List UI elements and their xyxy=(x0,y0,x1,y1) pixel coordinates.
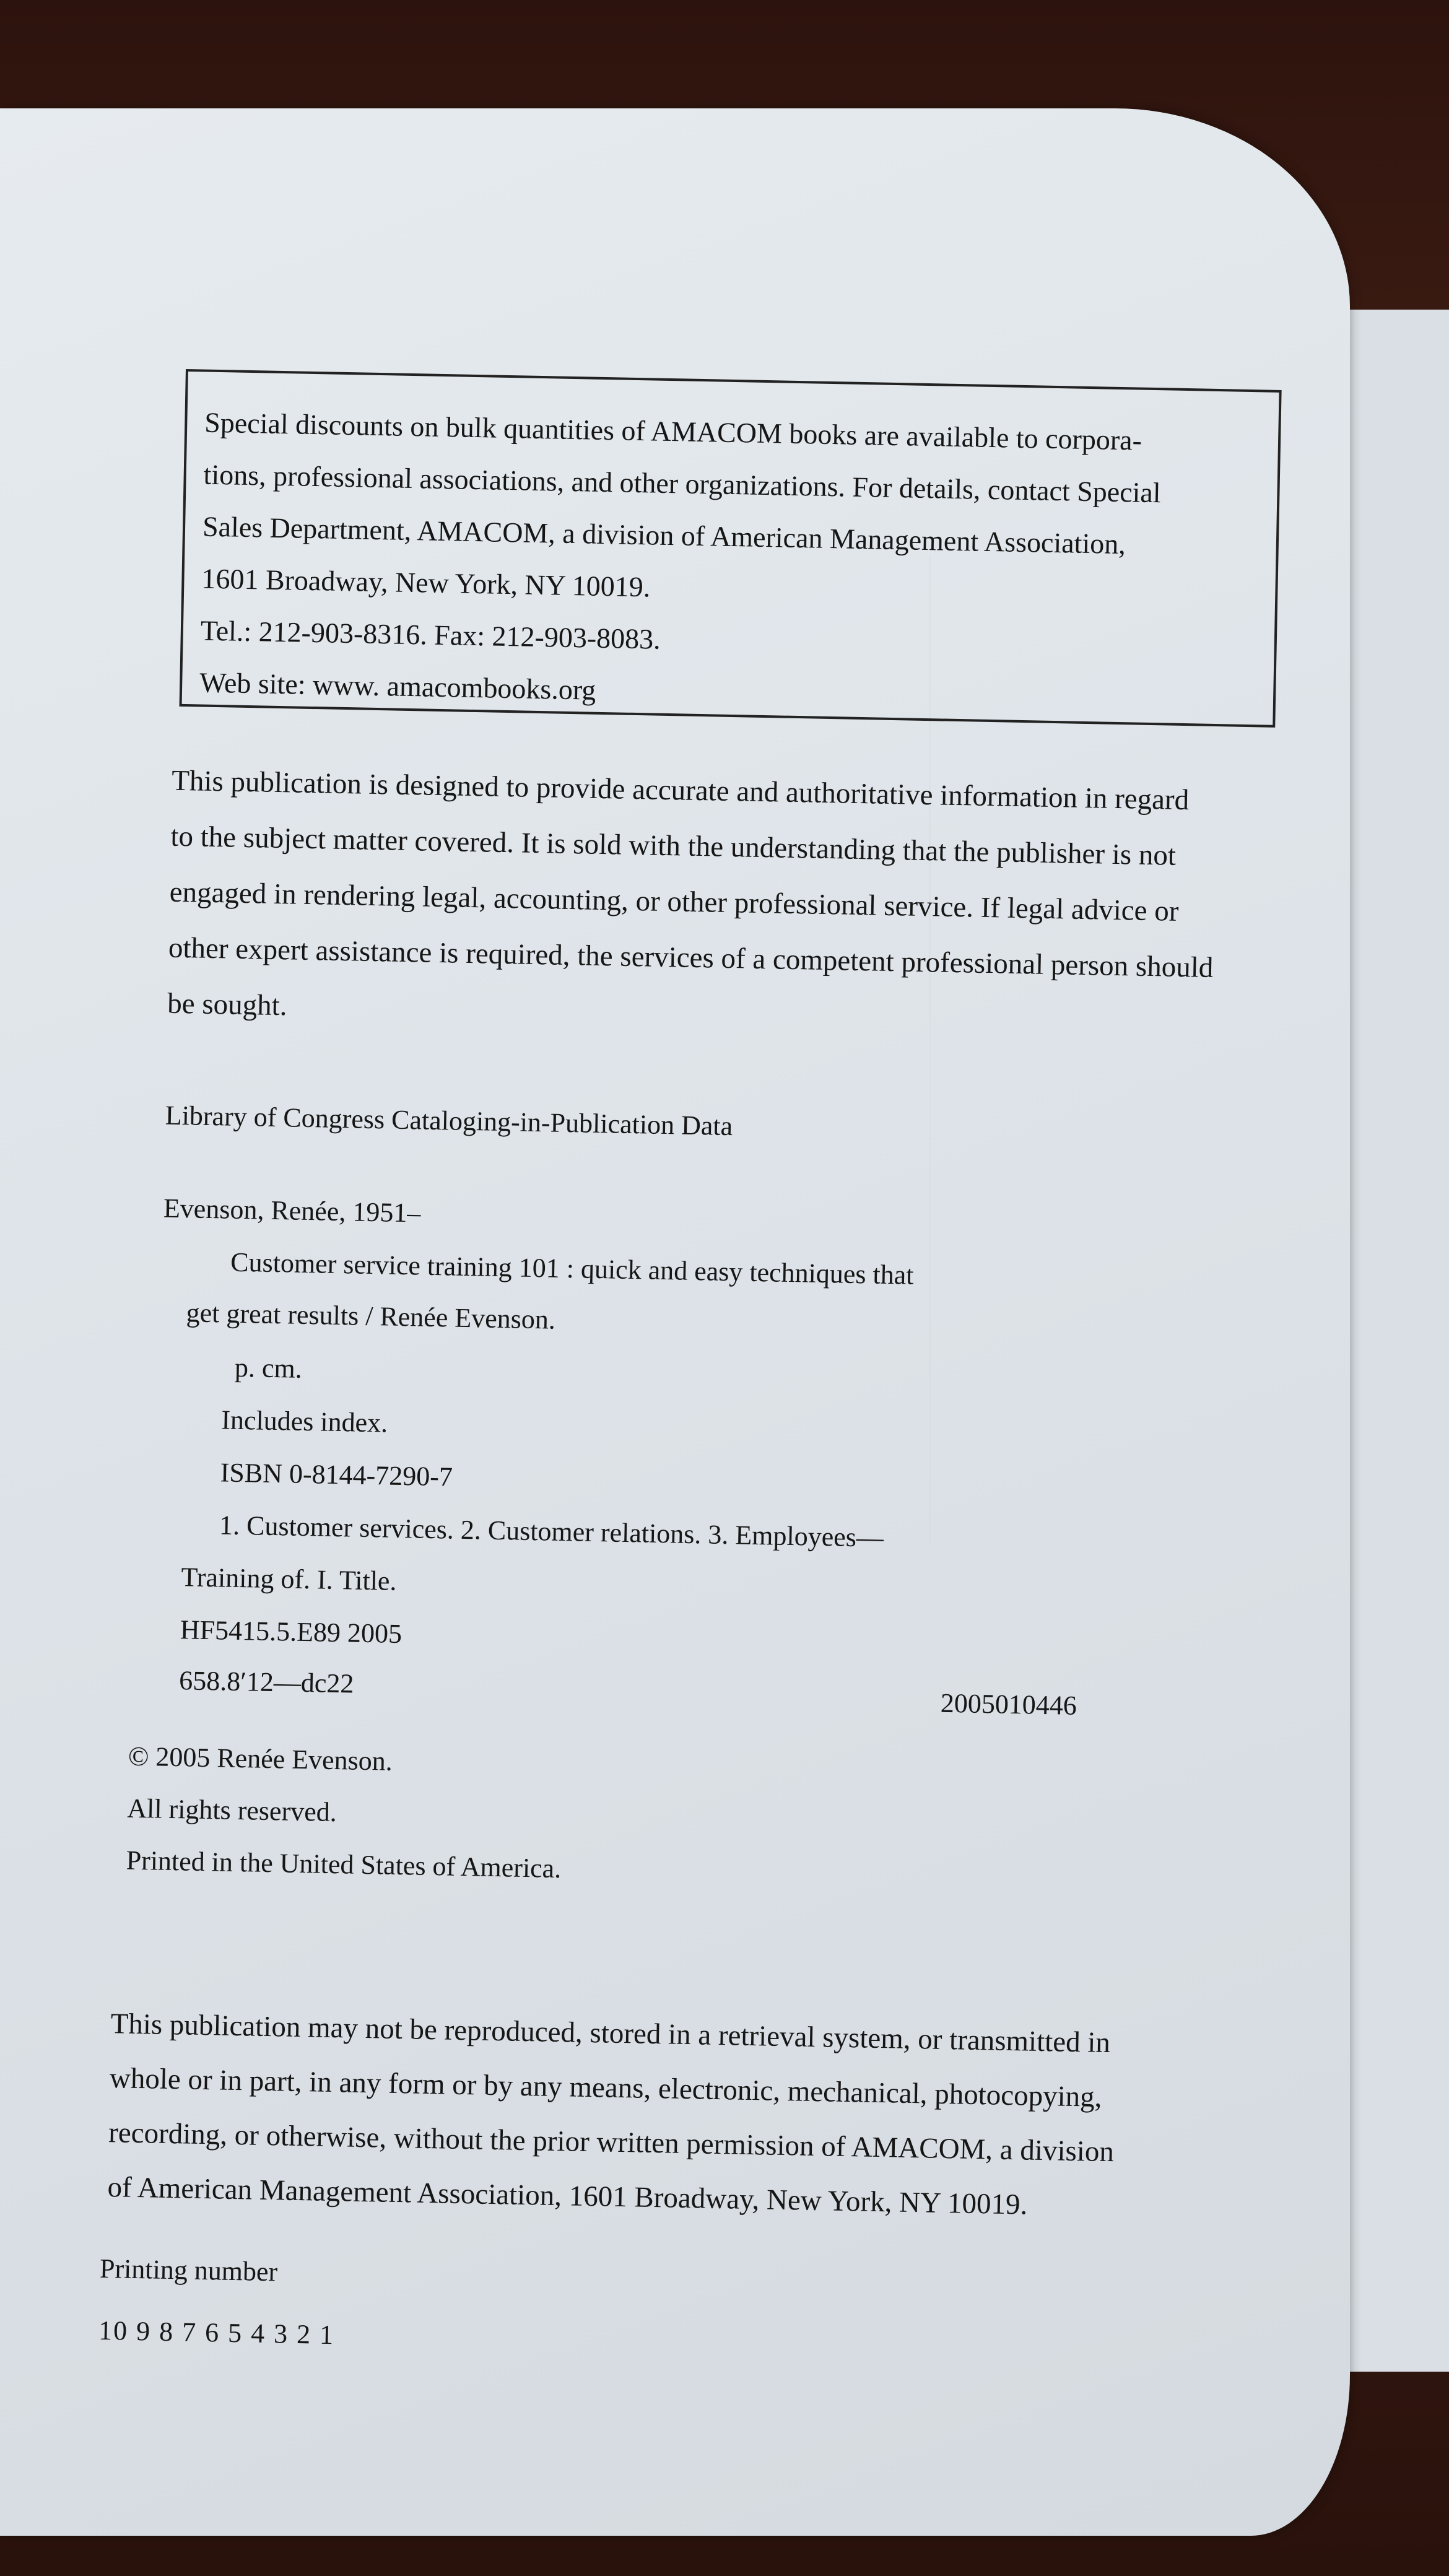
cip-author: Evenson, Renée, 1951– xyxy=(163,1193,421,1229)
copyright-line: © 2005 Renée Evenson. xyxy=(128,1741,393,1777)
copyright-page xyxy=(0,108,1350,2536)
cip-subjects: Training of. I. Title. xyxy=(181,1562,397,1596)
cip-lccn: 2005010446 xyxy=(940,1687,1077,1721)
cip-pages: p. cm. xyxy=(234,1352,303,1384)
cataloging-in-publication-block xyxy=(163,1100,1268,1721)
cip-lc-class: HF5415.5.E89 2005 xyxy=(180,1614,402,1650)
rights-line: whole or in part, in any form or by any means, electronic, mechanical, photocopying, xyxy=(109,2062,1102,2113)
cip-title-line: get great results / Renée Evenson. xyxy=(186,1297,556,1335)
notice-line: Sales Department, AMACOM, a division of American Management Association, xyxy=(202,510,1126,560)
page-content xyxy=(98,368,1307,2496)
rights-paragraph xyxy=(107,1996,1275,2237)
cip-includes: Includes index. xyxy=(220,1404,388,1438)
notice-line: Tel.: 212-903-8316. Fax: 212-903-8083. xyxy=(200,614,661,655)
printing-number-label: Printing number xyxy=(99,2253,278,2287)
disclaimer-line: be sought. xyxy=(167,987,287,1022)
notice-line: Special discounts on bulk quantities of AMACOM books are available to corpora- xyxy=(204,406,1142,456)
rights-line: recording, or otherwise, without the prior written permission of AMACOM, a division xyxy=(108,2117,1115,2169)
rights-line: of American Management Association, 1601 Broadway, New York, NY 10019. xyxy=(107,2171,1028,2221)
copyright-line: All rights reserved. xyxy=(126,1793,337,1828)
notice-line: tions, professional associations, and other organizations. For details, contact Special xyxy=(203,458,1162,509)
copyright-line: Printed in the United States of America. xyxy=(126,1845,562,1884)
rights-line: This publication may not be reproduced, stored in a retrieval system, or transmitted in xyxy=(110,2008,1111,2060)
disclaimer-line: other expert assistance is required, the services of a competent professional person should xyxy=(168,931,1214,984)
cip-isbn: ISBN 0-8144-7290-7 xyxy=(220,1457,453,1492)
disclaimer-line: to the subject matter covered. It is sold with the understanding that the publisher is not xyxy=(170,820,1177,872)
cip-subjects: 1. Customer services. 2. Customer relations. 3. Employees— xyxy=(219,1510,884,1553)
cip-title-line: Customer service training 101 : quick and easy techniques that xyxy=(230,1247,914,1290)
printing-number-sequence: 10 9 8 7 6 5 4 3 2 1 xyxy=(98,2315,335,2351)
copyright-notice xyxy=(126,1731,872,1901)
printing-number-block xyxy=(98,2238,658,2372)
disclaimer-line: engaged in rendering legal, accounting, or other professional service. If legal advice or xyxy=(169,876,1179,928)
notice-line: Web site: www. amacombooks.org xyxy=(199,666,596,706)
cip-heading: Library of Congress Cataloging-in-Publication Data xyxy=(165,1100,733,1142)
cip-dewey: 658.8′12—dc22 xyxy=(178,1665,354,1699)
notice-line: 1601 Broadway, New York, NY 10019. xyxy=(201,562,651,603)
disclaimer-paragraph xyxy=(167,753,1299,1053)
bulk-discount-notice-box xyxy=(180,369,1282,728)
disclaimer-line: This publication is designed to provide accurate and authoritative information in regard xyxy=(171,764,1190,817)
